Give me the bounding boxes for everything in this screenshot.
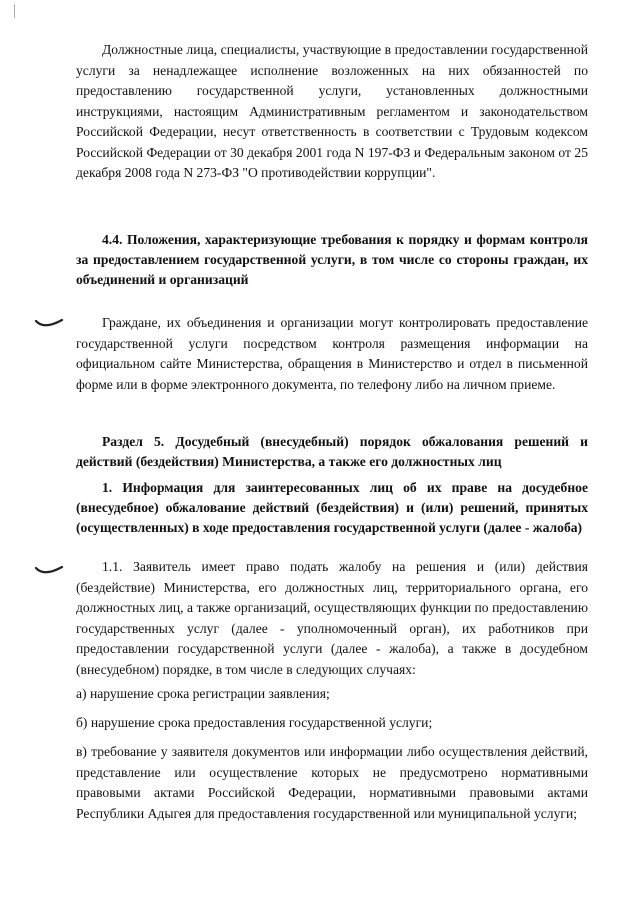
paragraph-1-1: 1.1. Заявитель имеет право подать жалобу на решения и (или) действия (бездействие) Министерства, его должностных лиц, территориального органа, его должностных лиц, а также организаций, осуществляющих функции по предоставлению государственных услуг (далее - уполномоченный орган), их работников при предоставлении государственной услуги (далее - жалоба), а также в досудебном (внесудебном) порядке, в том числе в следующих случаях:: [76, 559, 588, 677]
paragraph-citizens: Граждане, их объединения и организации могут контролировать предоставление государственной услуги посредством контроля размещения информации на официальном сайте Министерства, обращения в Министерство и отдел в письменной форме или в форме электронного документа, по телефону либо на личном приеме.: [76, 315, 588, 392]
list-item-b: б) нарушение срока предоставления государственной услуги;: [76, 715, 433, 730]
paragraph-citizens-block: [76, 313, 588, 395]
heading-5-1-block: [76, 478, 588, 538]
heading-4-4: 4.4. Положения, характеризующие требования к порядку и формам контроля за предоставлением государственной услуги, в том числе со стороны граждан, их объединений и организаций: [76, 232, 588, 287]
item-a-block: [76, 684, 588, 705]
heading-5-1: 1. Информация для заинтересованных лиц об их праве на досудебное (внесудебное) обжалование действий (бездействия) и (или) решений, принятых (осуществленных) в ходе предоставления государственной услуги (далее - жалоба): [76, 480, 588, 535]
list-item-v: в) требование у заявителя документов или информации либо осуществления действий, представление или осуществление которых не предусмотрено нормативными правовыми актами Российской Федерации, нормативными правовыми актами Республики Адыгея для предоставления государственной или муниципальной услуги;: [76, 744, 588, 821]
item-b-block: [76, 713, 588, 734]
paragraph-responsibility-block: [76, 40, 588, 184]
list-item-a: а) нарушение срока регистрации заявления;: [76, 686, 330, 701]
scan-margin-mark: [14, 4, 17, 18]
heading-4-4-block: [76, 230, 588, 290]
checkmark-tick-icon: [34, 318, 64, 330]
checkmark-tick-icon: [34, 565, 64, 577]
heading-section-5-block: [76, 432, 588, 472]
paragraph-responsibility: Должностные лица, специалисты, участвующие в предоставлении государственной услуги за ненадлежащее исполнение возложенных на них обязанностей по предоставлению государственной услуги, установленных должностными инструкциями, настоящим Административным регламентом и законодательством Российской Федерации, несут ответственность в соответствии с Трудовым кодексом Российской Федерации от 30 декабря 2001 года N 197-ФЗ и Федеральным законом от 25 декабря 2008 года N 273-ФЗ "О противодействии коррупции".: [76, 42, 588, 180]
paragraph-1-1-block: [76, 557, 588, 680]
item-v-block: [76, 742, 588, 824]
heading-section-5: Раздел 5. Досудебный (внесудебный) порядок обжалования решений и действий (бездействия) Министерства, а также его должностных лиц: [76, 434, 588, 469]
